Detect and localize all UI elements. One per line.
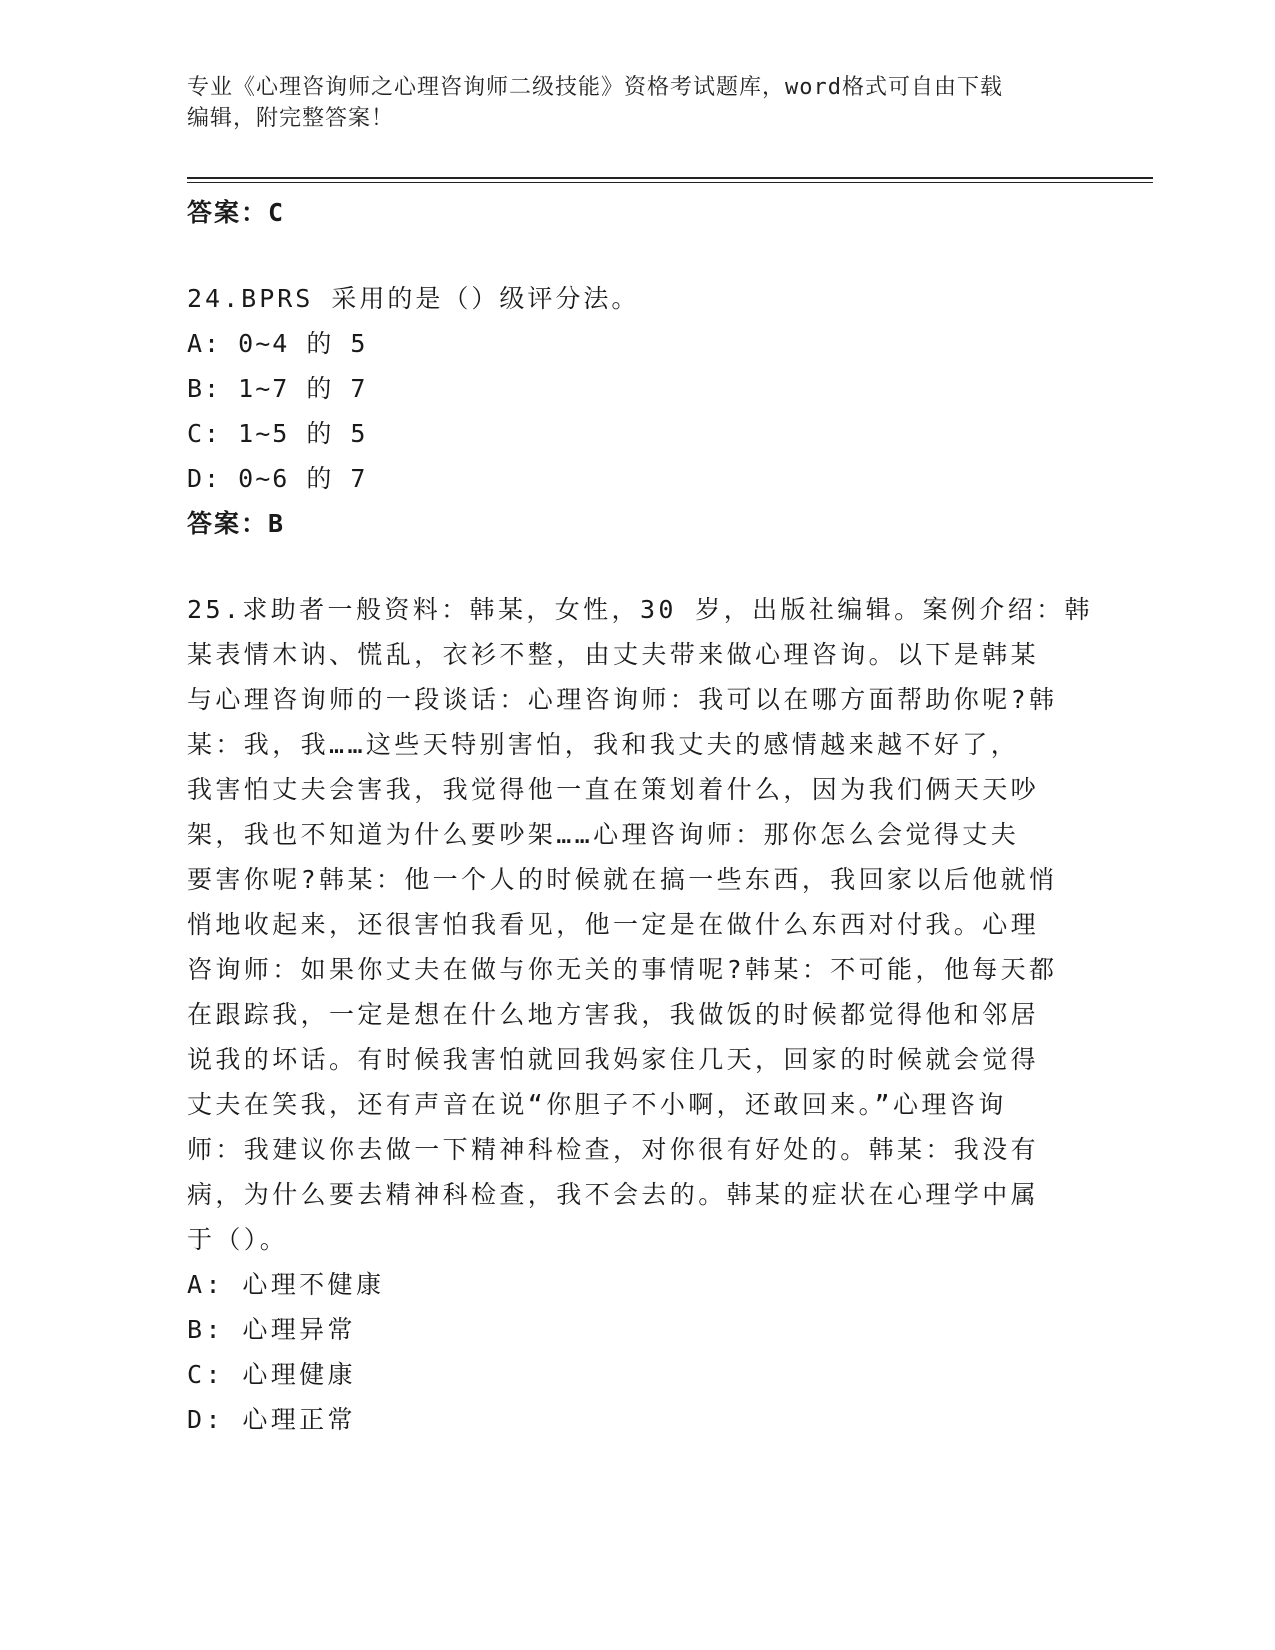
question-stem-line: 于（）。	[187, 1225, 289, 1254]
question-stem-line: 某：我，我……这些天特别害怕，我和我丈夫的感情越来越不好了，	[187, 730, 1020, 759]
option-b: B: 心理异常	[187, 1315, 356, 1344]
question-24	[187, 276, 1087, 547]
header-divider-thin	[187, 182, 1153, 183]
question-stem-line: 25.求助者一般资料：韩某，女性，30 岁，出版社编辑。案例介绍：韩	[187, 595, 1093, 624]
question-answer: 答案：B	[187, 509, 286, 538]
question-25	[187, 587, 1093, 1442]
previous-answer: 答案：C	[187, 198, 286, 227]
option-d: D: 0~6 的 7	[187, 464, 368, 493]
spacer	[187, 547, 1087, 587]
question-stem: 24.BPRS 采用的是（）级评分法。	[187, 284, 640, 313]
spacer	[187, 236, 1087, 276]
question-stem-line: 丈夫在笑我，还有声音在说“你胆子不小啊，还敢回来。”心理咨询	[187, 1090, 1007, 1119]
option-c: C: 1~5 的 5	[187, 419, 368, 448]
question-stem-line: 与心理咨询师的一段谈话：心理咨询师：我可以在哪方面帮助你呢?韩	[187, 685, 1058, 714]
document-header	[187, 72, 1067, 134]
option-b: B: 1~7 的 7	[187, 374, 368, 403]
question-stem-line: 架，我也不知道为什么要吵架……心理咨询师：那你怎么会觉得丈夫	[187, 820, 1020, 849]
question-stem-line: 在跟踪我，一定是想在什么地方害我，我做饭的时候都觉得他和邻居	[187, 1000, 1040, 1029]
question-stem-line: 要害你呢?韩某：他一个人的时候就在搞一些东西，我回家以后他就悄	[187, 865, 1058, 894]
header-divider-thick	[187, 177, 1153, 179]
option-d: D: 心理正常	[187, 1405, 356, 1434]
question-stem-line: 师：我建议你去做一下精神科检查，对你很有好处的。韩某：我没有	[187, 1135, 1040, 1164]
header-line: 编辑，附完整答案！	[187, 106, 395, 131]
header-line: 专业《心理咨询师之心理咨询师二级技能》资格考试题库，word格式可自由下载	[187, 75, 1003, 100]
question-stem-line: 说我的坏话。有时候我害怕就回我妈家住几天，回家的时候就会觉得	[187, 1045, 1040, 1074]
question-stem-line: 某表情木讷、慌乱，衣衫不整，由丈夫带来做心理咨询。以下是韩某	[187, 640, 1040, 669]
option-a: A: 0~4 的 5	[187, 329, 368, 358]
option-a: A: 心理不健康	[187, 1270, 385, 1299]
question-stem-line: 我害怕丈夫会害我，我觉得他一直在策划着什么，因为我们俩天天吵	[187, 775, 1040, 804]
question-stem-line: 病，为什么要去精神科检查，我不会去的。韩某的症状在心理学中属	[187, 1180, 1040, 1209]
question-stem-line: 悄地收起来，还很害怕我看见，他一定是在做什么东西对付我。心理	[187, 910, 1040, 939]
question-stem-line: 咨询师：如果你丈夫在做与你无关的事情呢?韩某：不可能，他每天都	[187, 955, 1058, 984]
question-content	[187, 190, 1093, 1442]
option-c: C: 心理健康	[187, 1360, 356, 1389]
